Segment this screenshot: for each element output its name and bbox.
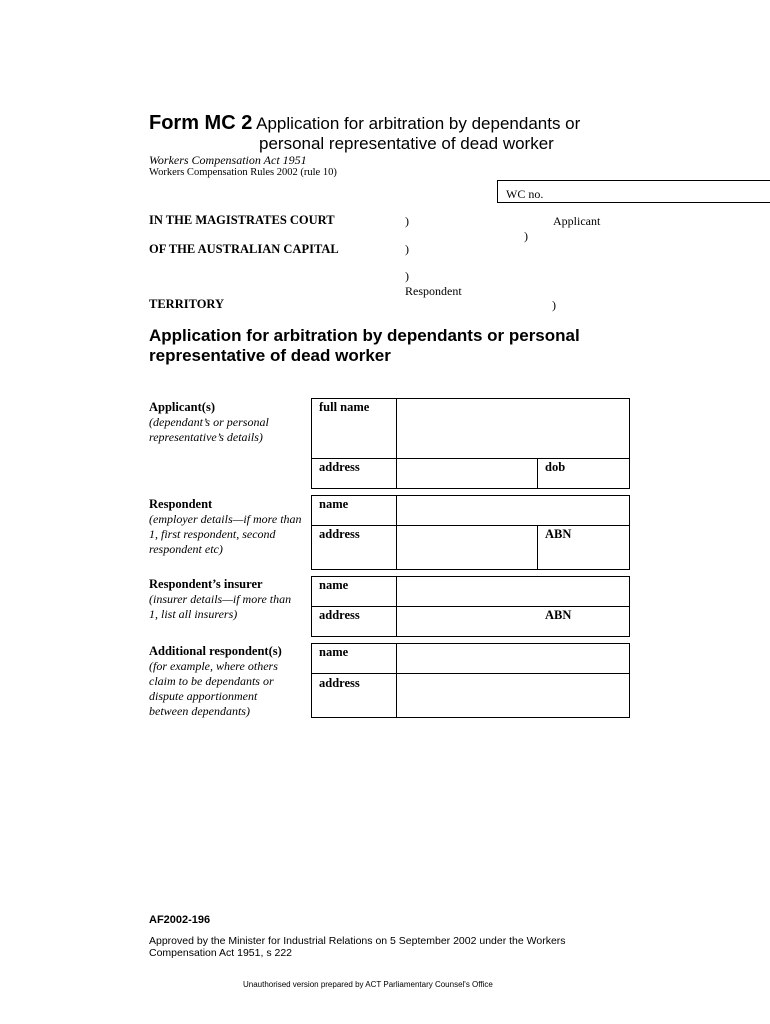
- applicant-label: Applicant: [553, 214, 601, 228]
- unauthorised-note: Unauthorised version prepared by ACT Parliamentary Counsel's Office: [243, 980, 493, 989]
- additional-address-label: address: [319, 676, 360, 690]
- additional-name-input[interactable]: [397, 644, 629, 672]
- respondent-address-label: address: [319, 527, 360, 541]
- insurer-name-input[interactable]: [397, 577, 629, 605]
- paren-5: ): [552, 298, 556, 312]
- form-reference: AF2002-196: [149, 914, 211, 926]
- form-title-text: Application for arbitration by dependants or: [256, 114, 581, 133]
- applicant-address-input[interactable]: [397, 459, 536, 488]
- respondent-address-input[interactable]: [397, 526, 536, 569]
- rules-name: Workers Compensation Rules 2002 (rule 10): [149, 167, 337, 178]
- respondent-label: Respondent: [405, 284, 462, 298]
- form-title: [149, 112, 580, 135]
- applicant-note: (dependant’s or personal representative’s details): [149, 415, 269, 444]
- respondent-name-input[interactable]: [397, 496, 629, 524]
- applicant-title: Applicant(s): [149, 400, 215, 414]
- insurer-address-input[interactable]: [397, 607, 536, 636]
- paren-3: ): [405, 242, 409, 256]
- insurer-name-label: name: [319, 578, 349, 592]
- paren-1: ): [405, 214, 409, 228]
- insurer-abn-label: ABN: [545, 608, 572, 622]
- insurer-title: Respondent’s insurer: [149, 577, 263, 591]
- applicant-fullname-label: full name: [319, 400, 370, 414]
- additional-title: Additional respondent(s): [149, 644, 282, 658]
- insurer-address-label: address: [319, 608, 360, 622]
- respondent-abn-label: ABN: [545, 527, 572, 541]
- additional-address-input[interactable]: [397, 674, 629, 717]
- applicant-address-label: address: [319, 460, 360, 474]
- court-line-3: TERRITORY: [149, 297, 225, 311]
- respondent-title: Respondent: [149, 497, 213, 511]
- paren-2: ): [524, 229, 528, 243]
- applicant-fullname-input[interactable]: [397, 399, 629, 457]
- applicant-dob-label: dob: [545, 460, 566, 474]
- respondent-note: (employer details—if more than 1, first respondent, second respondent etc): [149, 512, 302, 556]
- respondent-abn-divider: [537, 525, 538, 570]
- court-line-2: OF THE AUSTRALIAN CAPITAL: [149, 242, 339, 256]
- additional-name-label: name: [319, 645, 349, 659]
- additional-note: (for example, where others claim to be dependants or dispute apportionment between dependants): [149, 659, 278, 718]
- section-heading: Application for arbitration by dependants or personal representative of dead worker: [149, 326, 580, 365]
- respondent-name-label: name: [319, 497, 349, 511]
- court-line-1: IN THE MAGISTRATES COURT: [149, 213, 335, 227]
- wc-number-label: WC no.: [506, 187, 544, 201]
- approval-note: Approved by the Minister for Industrial Relations on 5 September 2002 under the Workers Compensation Act 1951, s 222: [149, 935, 566, 959]
- act-name: Workers Compensation Act 1951: [149, 153, 307, 167]
- paren-4: ): [405, 269, 409, 283]
- form-title-line2: personal representative of dead worker: [259, 134, 554, 153]
- insurer-note: (insurer details—if more than 1, list all insurers): [149, 592, 292, 621]
- applicant-dob-divider: [537, 458, 538, 489]
- form-code: Form MC 2: [149, 112, 253, 134]
